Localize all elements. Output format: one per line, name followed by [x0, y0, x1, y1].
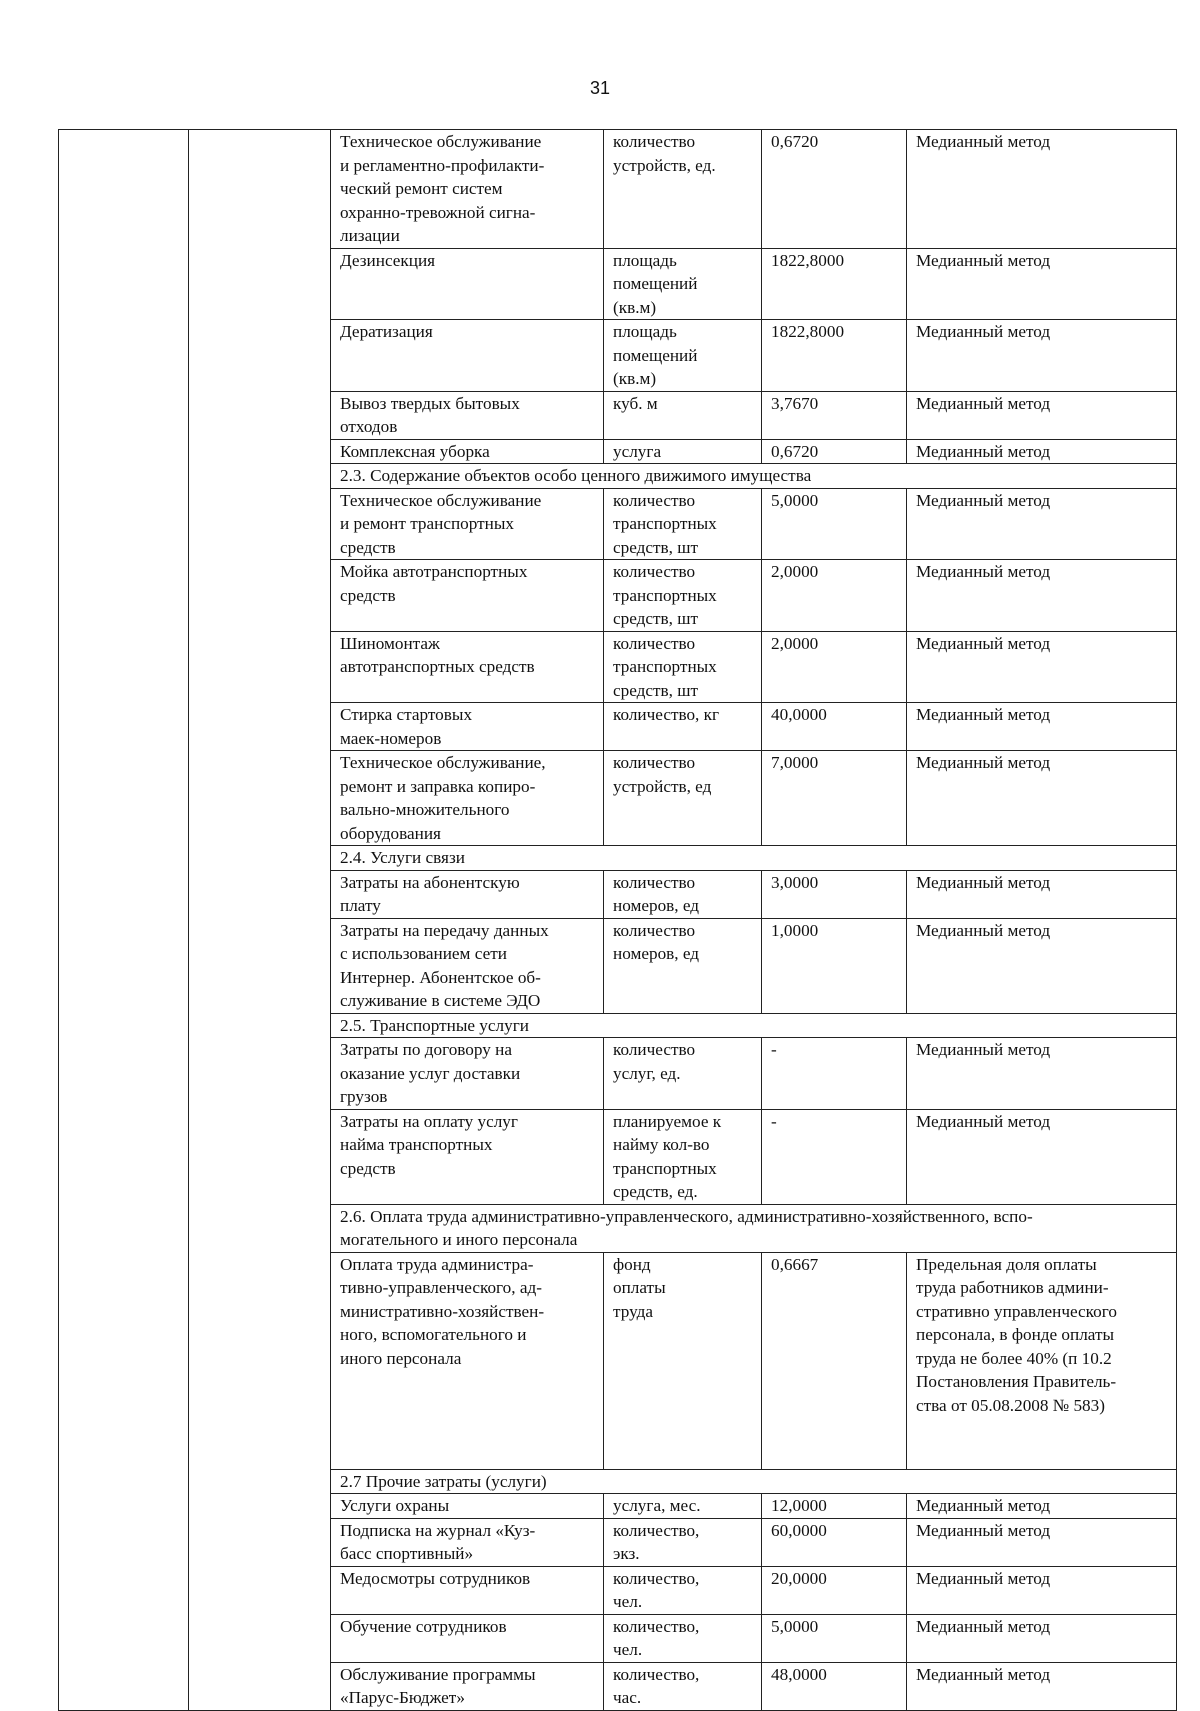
normative-value: - [762, 1109, 907, 1204]
table-row [59, 130, 1177, 249]
calculation-method: Медианный метод [907, 248, 1177, 320]
unit-of-measure: количество номеров, ед [604, 870, 762, 918]
unit-of-measure: количество, час. [604, 1662, 762, 1710]
section-title: 2.4. Услуги связи [331, 846, 1177, 871]
section-title: 2.7 Прочие затраты (услуги) [331, 1469, 1177, 1494]
calculation-method: Медианный метод [907, 751, 1177, 846]
expense-name: Стирка стартовых маек-номеров [331, 703, 604, 751]
calculation-method: Медианный метод [907, 1494, 1177, 1519]
expense-name: Обучение сотрудников [331, 1614, 604, 1662]
expense-name: Обслуживание программы «Парус-Бюджет» [331, 1662, 604, 1710]
unit-of-measure: количество, кг [604, 703, 762, 751]
calculation-method: Медианный метод [907, 1566, 1177, 1614]
section-title: 2.6. Оплата труда административно-управленческого, административно-хозяйственного, вспо- могательного и иного персонала [331, 1204, 1177, 1252]
normative-value: 7,0000 [762, 751, 907, 846]
expense-name: Техническое обслуживание и ремонт транспортных средств [331, 488, 604, 560]
calculation-method: Медианный метод [907, 439, 1177, 464]
empty-group-column [189, 130, 331, 1711]
expense-name: Вывоз твердых бытовых отходов [331, 391, 604, 439]
calculation-method: Медианный метод [907, 1038, 1177, 1110]
normative-value: 40,0000 [762, 703, 907, 751]
empty-number-column [59, 130, 189, 1711]
calculation-method: Медианный метод [907, 1614, 1177, 1662]
unit-of-measure: куб. м [604, 391, 762, 439]
unit-of-measure: количество транспортных средств, шт [604, 631, 762, 703]
cost-norms-table [58, 129, 1177, 1711]
expense-name: Техническое обслуживание и регламентно-профилакти- ческий ремонт систем охранно-тревожной сигна- лизации [331, 130, 604, 249]
calculation-method: Медианный метод [907, 631, 1177, 703]
normative-value: 60,0000 [762, 1518, 907, 1566]
expense-name: Затраты на передачу данных с использованием сети Интернер. Абонентское об- служивание в системе ЭДО [331, 918, 604, 1013]
calculation-method: Медианный метод [907, 1109, 1177, 1204]
normative-value: 5,0000 [762, 1614, 907, 1662]
expense-name: Услуги охраны [331, 1494, 604, 1519]
expense-name: Комплексная уборка [331, 439, 604, 464]
unit-of-measure: услуга, мес. [604, 1494, 762, 1519]
normative-value: 0,6720 [762, 439, 907, 464]
normative-value: 12,0000 [762, 1494, 907, 1519]
unit-of-measure: количество, чел. [604, 1614, 762, 1662]
calculation-method: Медианный метод [907, 918, 1177, 1013]
calculation-method: Медианный метод [907, 320, 1177, 392]
normative-value: 2,0000 [762, 631, 907, 703]
unit-of-measure: количество номеров, ед [604, 918, 762, 1013]
normative-value: - [762, 1038, 907, 1110]
expense-name: Дезинсекция [331, 248, 604, 320]
section-title: 2.3. Содержание объектов особо ценного движимого имущества [331, 464, 1177, 489]
unit-of-measure: площадь помещений (кв.м) [604, 320, 762, 392]
unit-of-measure: количество транспортных средств, шт [604, 488, 762, 560]
expense-name: Шиномонтаж автотранспортных средств [331, 631, 604, 703]
expense-name: Техническое обслуживание, ремонт и заправка копиро- вально-множительного оборудования [331, 751, 604, 846]
normative-value: 0,6720 [762, 130, 907, 249]
normative-value: 5,0000 [762, 488, 907, 560]
expense-name: Оплата труда администра- тивно-управленческого, ад- министративно-хозяйствен- ного, вспомогательного и иного персонала [331, 1252, 604, 1469]
unit-of-measure: количество, экз. [604, 1518, 762, 1566]
expense-name: Медосмотры сотрудников [331, 1566, 604, 1614]
normative-value: 2,0000 [762, 560, 907, 632]
normative-value: 1822,8000 [762, 320, 907, 392]
unit-of-measure: количество устройств, ед [604, 751, 762, 846]
unit-of-measure: количество услуг, ед. [604, 1038, 762, 1110]
calculation-method: Медианный метод [907, 703, 1177, 751]
expense-name: Затраты на абонентскую плату [331, 870, 604, 918]
expense-name: Подписка на журнал «Куз- басс спортивный» [331, 1518, 604, 1566]
expense-name: Затраты на оплату услуг найма транспортных средств [331, 1109, 604, 1204]
section-title: 2.5. Транспортные услуги [331, 1013, 1177, 1038]
unit-of-measure: количество транспортных средств, шт [604, 560, 762, 632]
calculation-method: Предельная доля оплаты труда работников админи- стративно управленческого персонала, в фонде оплаты труда не более 40% (п 10.2 Постановления Правитель- ства от 05.08.2008 № 583) [907, 1252, 1177, 1469]
unit-of-measure: площадь помещений (кв.м) [604, 248, 762, 320]
expense-name: Мойка автотранспортных средств [331, 560, 604, 632]
unit-of-measure: количество, чел. [604, 1566, 762, 1614]
unit-of-measure: планируемое к найму кол-во транспортных средств, ед. [604, 1109, 762, 1204]
normative-value: 1,0000 [762, 918, 907, 1013]
page-number: 31 [589, 78, 611, 98]
calculation-method: Медианный метод [907, 488, 1177, 560]
expense-name: Затраты по договору на оказание услуг доставки грузов [331, 1038, 604, 1110]
expense-name: Дератизация [331, 320, 604, 392]
unit-of-measure: фонд оплаты труда [604, 1252, 762, 1469]
normative-value: 3,0000 [762, 870, 907, 918]
normative-value: 48,0000 [762, 1662, 907, 1710]
unit-of-measure: услуга [604, 439, 762, 464]
calculation-method: Медианный метод [907, 130, 1177, 249]
calculation-method: Медианный метод [907, 1662, 1177, 1710]
normative-value: 3,7670 [762, 391, 907, 439]
calculation-method: Медианный метод [907, 560, 1177, 632]
calculation-method: Медианный метод [907, 391, 1177, 439]
normative-value: 1822,8000 [762, 248, 907, 320]
normative-value: 0,6667 [762, 1252, 907, 1469]
calculation-method: Медианный метод [907, 1518, 1177, 1566]
normative-value: 20,0000 [762, 1566, 907, 1614]
unit-of-measure: количество устройств, ед. [604, 130, 762, 249]
calculation-method: Медианный метод [907, 870, 1177, 918]
